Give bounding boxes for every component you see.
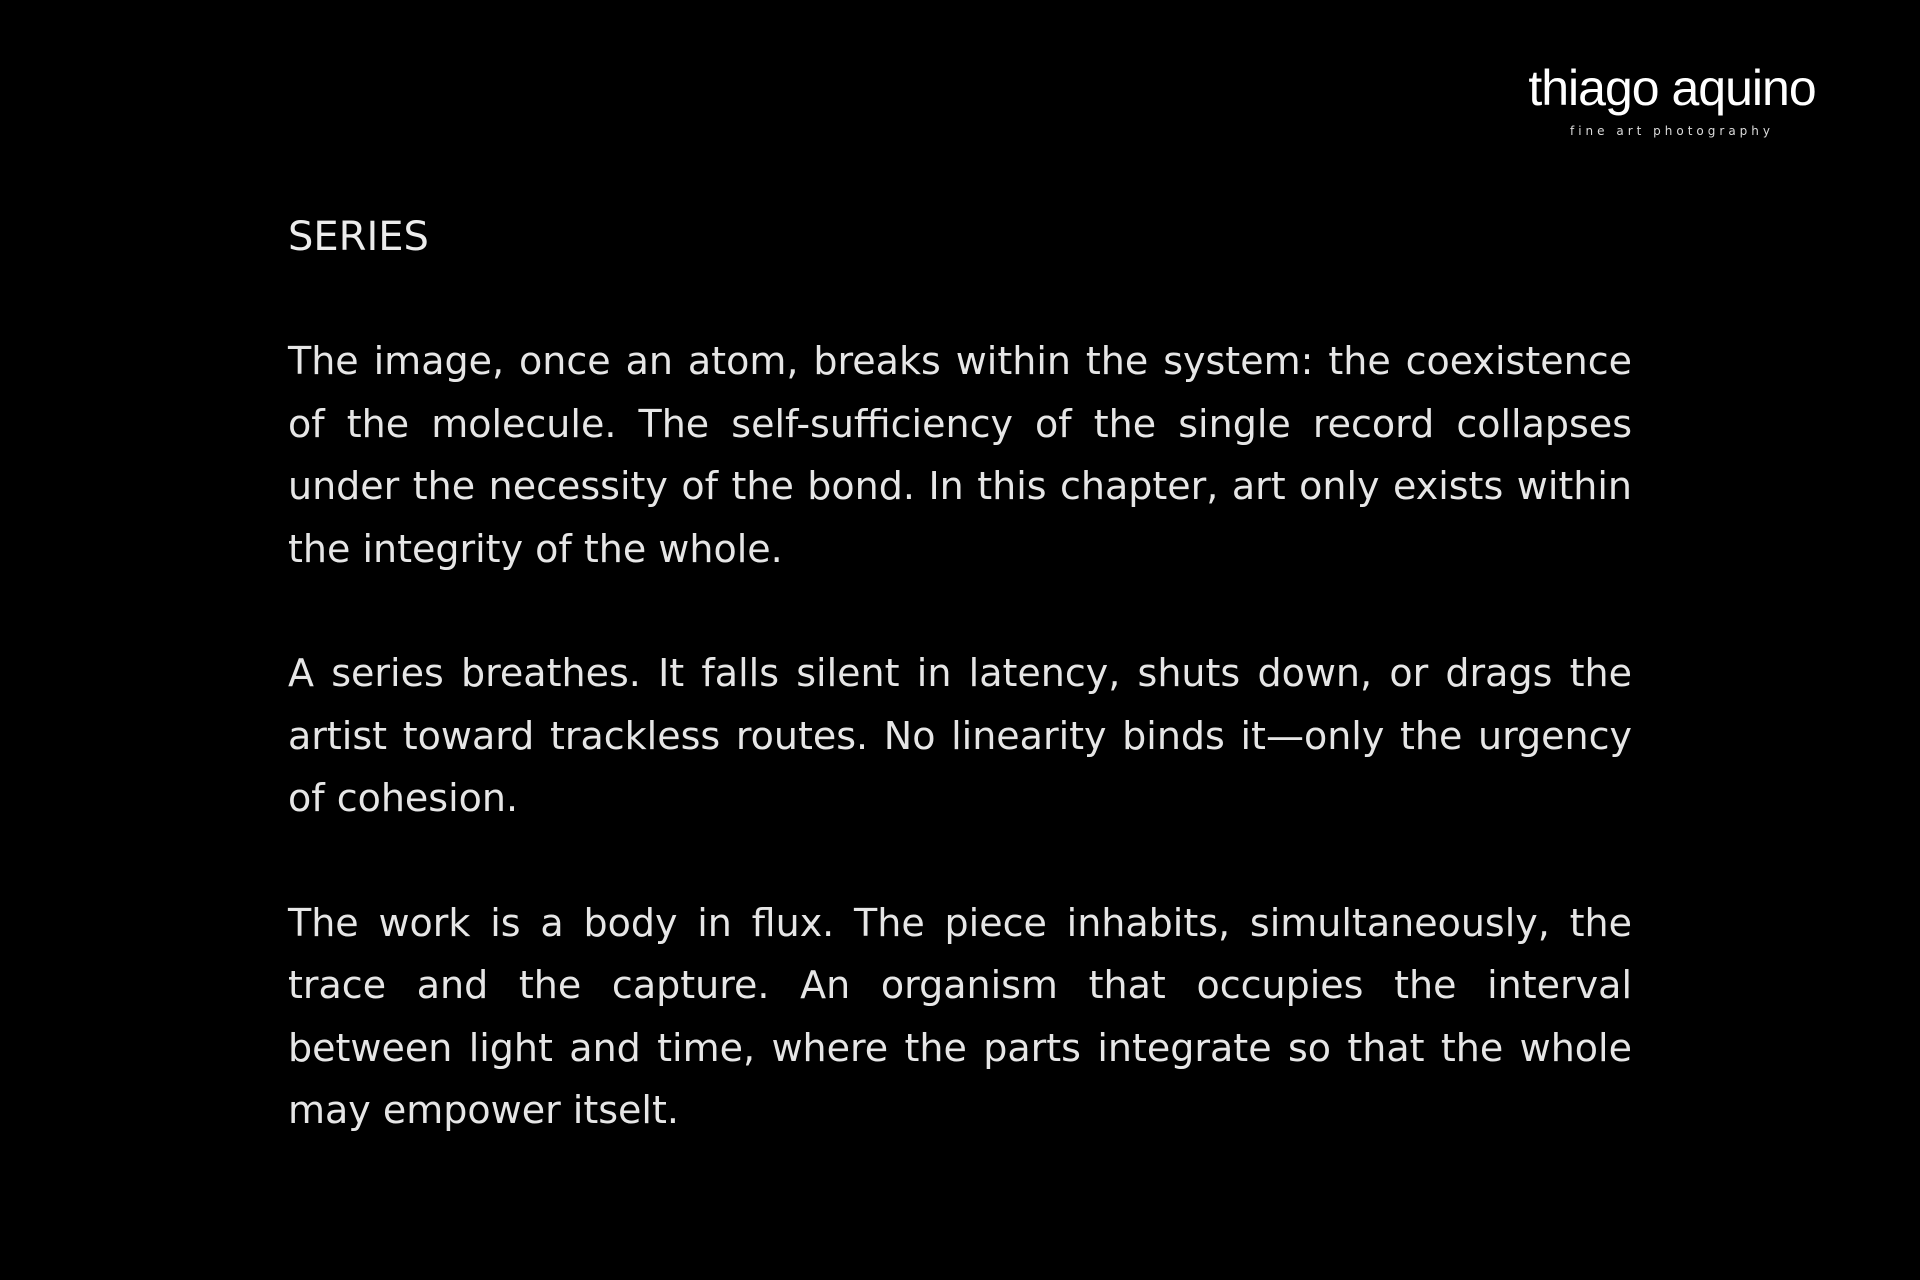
brand-name: thiago aquino <box>1528 60 1816 116</box>
section-title: SERIES <box>288 214 429 260</box>
paragraph-3: The work is a body in flux. The piece inhabits, simultaneously, the trace and the capture. An organism that occupies the interval between light and time, where the parts integrate so that the whole may empower itselt. <box>288 900 1632 1132</box>
paragraph-1: The image, once an atom, breaks within the system: the coexistence of the molecule. The self-sufficiency of the single record collapses under the necessity of the bond. In this chapter, art only exists within the integrity of the whole. <box>288 339 1632 571</box>
brand-tagline: fine art photography <box>1569 124 1774 138</box>
series-section <box>288 206 1632 1204</box>
brand-logo[interactable] <box>1512 58 1832 138</box>
paragraph-2: A series breathes. It falls silent in latency, shuts down, or drags the artist toward trackless routes. No linearity binds it—only the urgency of cohesion. <box>288 651 1632 820</box>
